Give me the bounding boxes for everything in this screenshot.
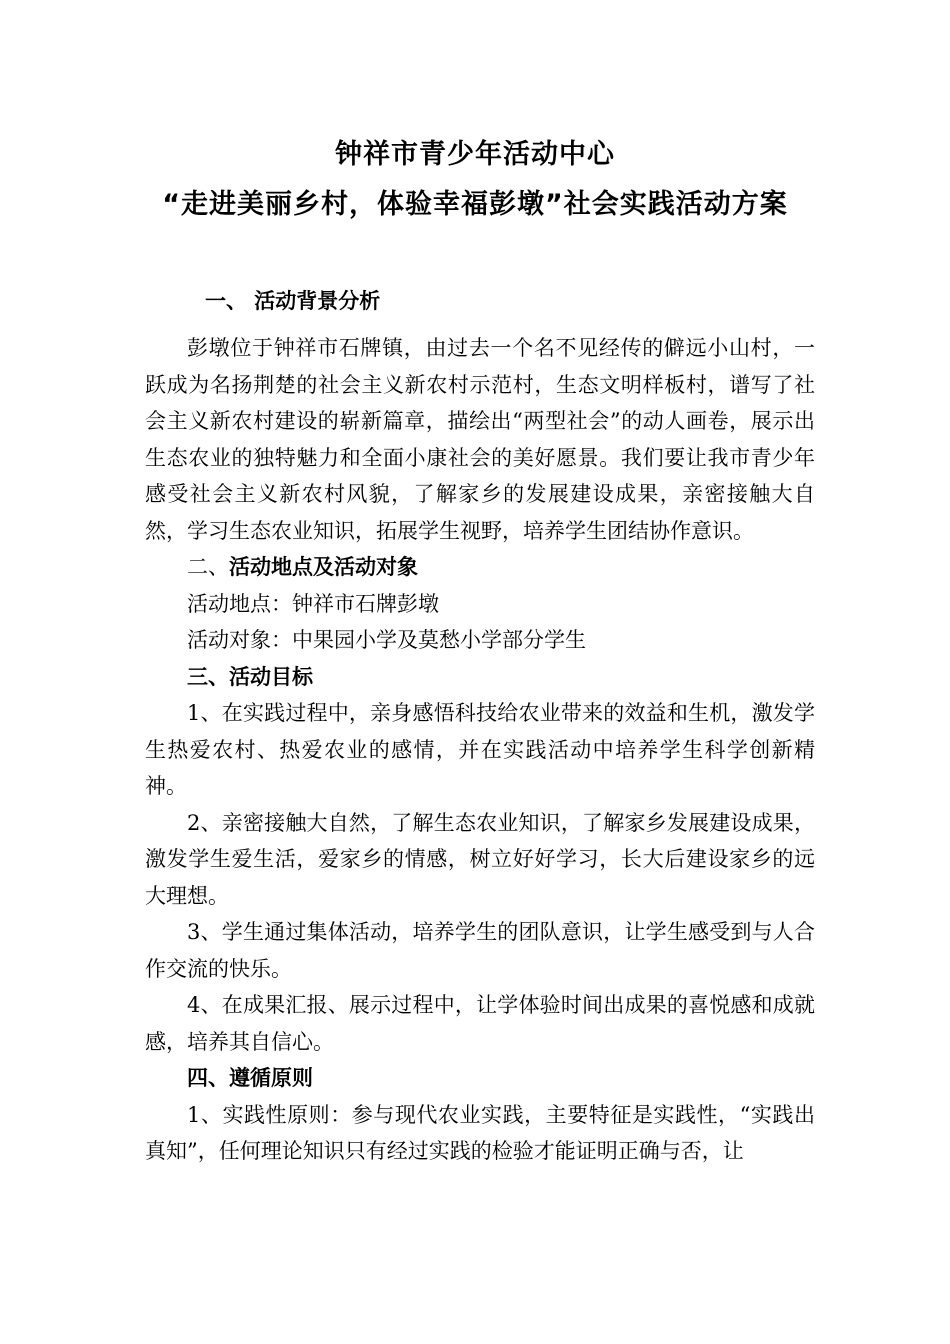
section2-target: 活动对象：中果园小学及莫愁小学部分学生 (187, 628, 586, 652)
section2-heading (145, 549, 815, 586)
section3-item: 4、在成果汇报、展示过程中，让学体验时间出成果的喜悦感和成就感，培养其自信心。 (145, 993, 815, 1054)
document-title-line1: 钟祥市青少年活动中心 (335, 139, 615, 170)
section2-heading-text: 活动地点及活动对象 (229, 555, 418, 579)
section3-item: 3、学生通过集体活动，培养学生的团队意识，让学生感受到与人合作交流的快乐。 (145, 920, 815, 981)
section4-item: 1、实践性原则：参与现代农业实践，主要特征是实践性，“实践出真知”，任何理论知识只有经过实践的检验才能证明正确与否，让 (145, 1102, 815, 1163)
section1-heading: 一、 活动背景分析 (205, 289, 381, 313)
section2-location: 活动地点：钟祥市石牌彭墩 (187, 591, 439, 616)
section4-heading: 四、遵循原则 (187, 1066, 313, 1090)
section3-item: 2、亲密接触大自然，了解生态农业知识，了解家乡发展建设成果，激发学生爱生活，爱家乡的情感，树立好好学习，长大后建设家乡的远大理想。 (145, 810, 815, 908)
document-title-line2: “走进美丽乡村，体验幸福彭墩”社会实践活动方案 (162, 189, 788, 220)
section1-paragraph: 彭墩位于钟祥市石牌镇，由过去一个名不见经传的僻远小山村，一跃成为名扬荆楚的社会主义新农村示范村，生态文明样板村，谱写了社会主义新农村建设的崭新篇章，描绘出“两型社会”的动人画卷，展示出生态农业的独特魅力和全面小康社会的美好愿景。我们要让我市青少年感受社会主义新农村风貌，了解家乡的发展建设成果，亲密接触大自然，学习生态农业知识，拓展学生视野，培养学生团结协作意识。 (145, 336, 815, 543)
section2-heading-prefix: 二、 (187, 555, 229, 579)
section3-heading: 三、活动目标 (187, 664, 313, 689)
section3-item: 1、在实践过程中，亲身感悟科技给农业带来的效益和生机，激发学生热爱农村、热爱农业的感情，并在实践活动中培养学生科学创新精神。 (145, 701, 815, 798)
document-body (145, 286, 815, 1170)
